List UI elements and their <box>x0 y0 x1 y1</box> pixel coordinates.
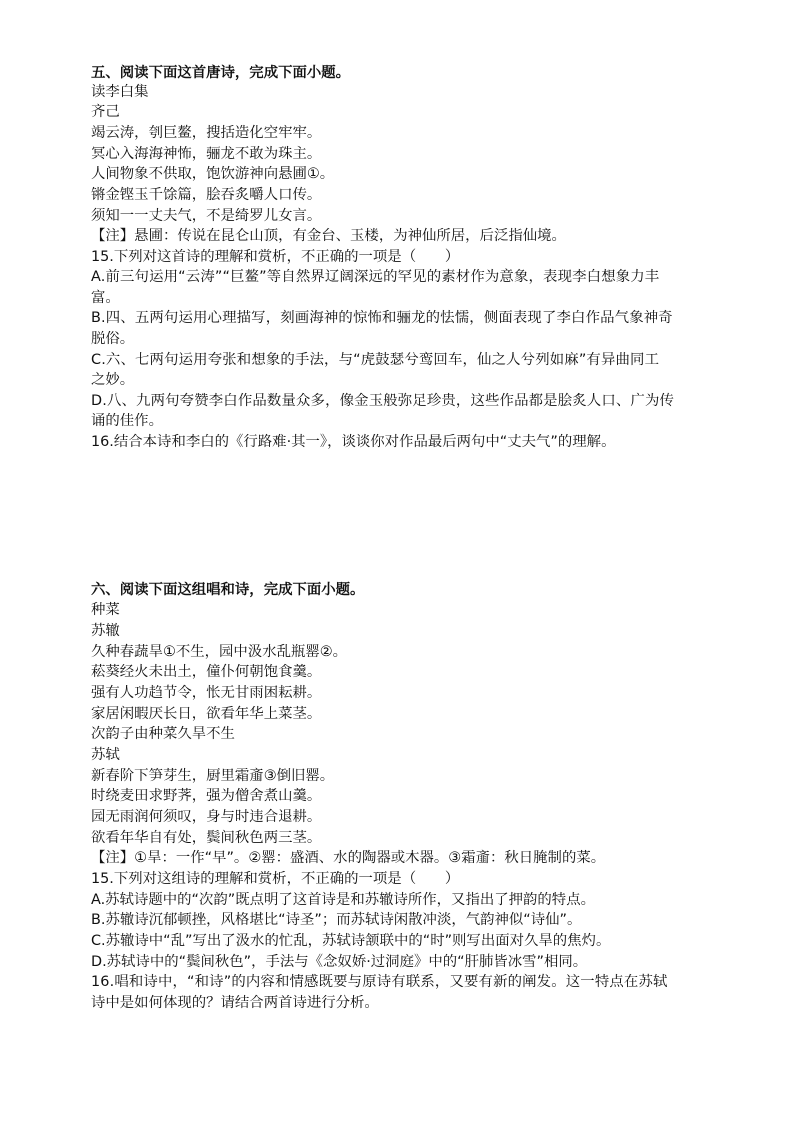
section6-q15-stem: 15.下列对这组诗的理解和赏析，不正确的一项是（ ） <box>91 871 460 887</box>
section5-q15-option-b-cont: 脱俗。 <box>91 331 135 347</box>
section5-q15-option-c-cont: 之妙。 <box>91 372 135 388</box>
section6-poem1-line: 强有人功趋节令，怅无甘雨困耘耕。 <box>91 685 322 701</box>
section5-q15-option-d-cont: 诵的佳作。 <box>91 413 163 429</box>
section6-heading: 六、阅读下面这组唱和诗，完成下面小题。 <box>91 582 365 598</box>
section6-q15-option-b: B.苏辙诗沉郁顿挫，风格堪比“诗圣”；而苏轼诗闲散冲淡，气韵神似“诗仙”。 <box>91 912 582 928</box>
section6-poem2-author: 苏轼 <box>91 747 120 763</box>
section5-q15-option-d: D.八、九两句夸赞李白作品数量众多，像金玉般弥足珍贵，这些作品都是脍炙人口、广为传 <box>91 393 675 409</box>
section5-poem-title: 读李白集 <box>91 84 149 100</box>
section5-q15-option-c: C.六、七两句运用夸张和想象的手法，与“虎鼓瑟兮鸾回车，仙之人兮列如麻”有异曲同工 <box>91 352 660 368</box>
section6-poem2-line: 时绕麦田求野荠，强为僧舍煮山羹。 <box>91 788 322 804</box>
section5-poem-line: 冥心入海海神怖，骊龙不敢为珠主。 <box>91 146 322 162</box>
section5-poem-author: 齐己 <box>91 104 120 120</box>
section5-poem-line: 竭云涛，刳巨鳌，搜括造化空牢牢。 <box>91 125 322 141</box>
section5-q16: 16.结合本诗和李白的《行路难·其一》，谈谈你对作品最后两句中“丈夫气”的理解。 <box>91 434 616 450</box>
section6-q15-option-d: D.苏轼诗中的“鬓间秋色”，手法与《念奴娇·过洞庭》中的“肝肺皆冰雪”相同。 <box>91 954 588 970</box>
section5-note: 【注】悬圃：传说在昆仑山顶，有金台、玉楼，为神仙所居，后泛指仙境。 <box>91 228 566 244</box>
section6-q16: 16.唱和诗中，“和诗”的内容和情感既要与原诗有联系，又要有新的阐发。这一特点在苏轼 <box>91 974 668 990</box>
section6-q15-option-c: C.苏辙诗中“乱”写出了汲水的忙乱，苏轼诗颔联中的“时”则写出面对久旱的焦灼。 <box>91 933 611 949</box>
section6-poem2-line: 园无雨润何须叹，身与时违合退耕。 <box>91 809 322 825</box>
section6-poem1-line: 家居闲暇厌长日，欲看年华上菜茎。 <box>91 706 322 722</box>
section6-note: 【注】①旱：一作“早”。②罂：盛酒、水的陶器或木器。③霜齑：秋日腌制的菜。 <box>91 850 606 866</box>
section5-q15-option-b: B.四、五两句运用心理描写，刻画海神的惊怖和骊龙的怯懦，侧面表现了李白作品气象神奇 <box>91 310 673 326</box>
section6-poem2-line: 新春阶下笋芽生，厨里霜齑③倒旧罂。 <box>91 768 335 784</box>
section6-poem1-line: 久种春蔬旱①不生，园中汲水乱瓶罂②。 <box>91 644 348 660</box>
section5-q15-option-a: A.前三句运用“云涛”“巨鳌”等自然界辽阔深远的罕见的素材作为意象，表现李白想象力丰 <box>91 269 660 285</box>
section6-poem1-line: 菘葵经火未出土，僮仆何朝饱食羹。 <box>91 664 322 680</box>
section6-poem2-title: 次韵子由种菜久旱不生 <box>91 726 235 742</box>
section6-poem1-author: 苏辙 <box>91 623 120 639</box>
section5-poem-line: 锵金铿玉千馀篇，脍吞炙嚼人口传。 <box>91 187 322 203</box>
section6-q16-cont: 诗中是如何体现的？请结合两首诗进行分析。 <box>91 995 379 1011</box>
section6-q15-option-a: A.苏轼诗题中的“次韵”既点明了这首诗是和苏辙诗所作，又指出了押韵的特点。 <box>91 892 595 908</box>
section6-poem1-title: 种菜 <box>91 602 120 618</box>
section5-q15-option-a-cont: 富。 <box>91 290 120 306</box>
section5-heading: 五、阅读下面这首唐诗，完成下面小题。 <box>91 65 351 81</box>
section5-poem-line: 须知一一丈夫气，不是绮罗儿女言。 <box>91 208 322 224</box>
section5-q15-stem: 15.下列对这首诗的理解和赏析，不正确的一项是（ ） <box>91 249 460 265</box>
section6-poem2-line: 欲看年华自有处，鬓间秋色两三茎。 <box>91 830 322 846</box>
section5-poem-line: 人间物象不供取，饱饮游神向悬圃①。 <box>91 166 335 182</box>
